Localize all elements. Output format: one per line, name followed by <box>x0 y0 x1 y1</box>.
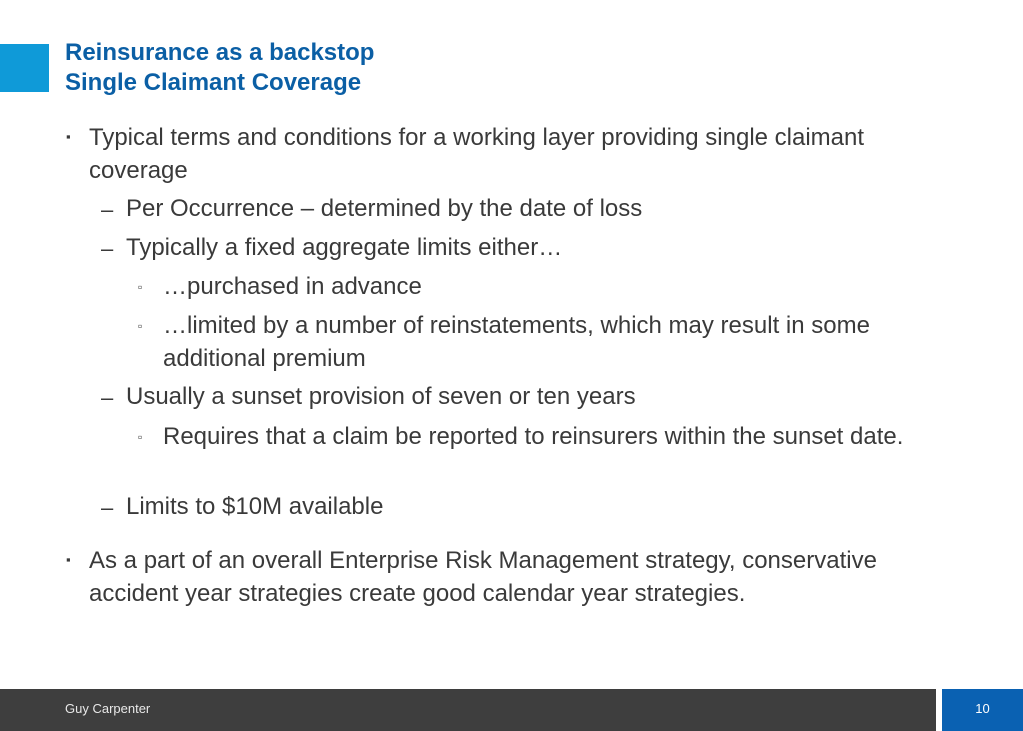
bullet-marker-level2: – <box>101 385 114 410</box>
bullet-marker-level3: ▫ <box>138 280 143 294</box>
bullet-marker-level3: ▫ <box>138 319 143 333</box>
bullet-item: …limited by a number of reinstatements, which may result in some additional premium <box>163 312 870 372</box>
bullet-marker-level2: – <box>101 495 114 520</box>
bullet-item: Usually a sunset provision of seven or ten years <box>126 383 636 410</box>
bullet-item: Requires that a claim be reported to reinsurers within the sunset date. <box>163 423 904 450</box>
bullet-marker-level3: ▫ <box>138 430 143 444</box>
page-number-box <box>942 689 1023 731</box>
bullet-marker-level2: – <box>101 236 114 261</box>
title-line-1: Reinsurance as a backstop <box>65 39 375 66</box>
footer-company: Guy Carpenter <box>65 701 151 716</box>
footer-bar <box>0 689 936 731</box>
bullet-item: Typically a fixed aggregate limits either… <box>126 234 563 261</box>
bullet-item: Per Occurrence – determined by the date of loss <box>126 195 643 222</box>
bullet-marker-level1: ▪ <box>66 552 71 567</box>
title-line-2: Single Claimant Coverage <box>65 69 362 96</box>
bullet-marker-level1: ▪ <box>66 129 71 144</box>
bullet-item: Limits to $10M available <box>126 493 384 520</box>
bullet-item: …purchased in advance <box>163 273 422 300</box>
bullet-item: As a part of an overall Enterprise Risk Management strategy, conservative accident year strategies create good calendar year strategies. <box>89 547 877 607</box>
slide-title <box>65 38 374 98</box>
accent-square <box>0 44 49 92</box>
bullet-item: Typical terms and conditions for a working layer providing single claimant coverage <box>89 124 865 184</box>
page-number: 10 <box>975 701 990 716</box>
bullet-marker-level2: – <box>101 197 114 222</box>
